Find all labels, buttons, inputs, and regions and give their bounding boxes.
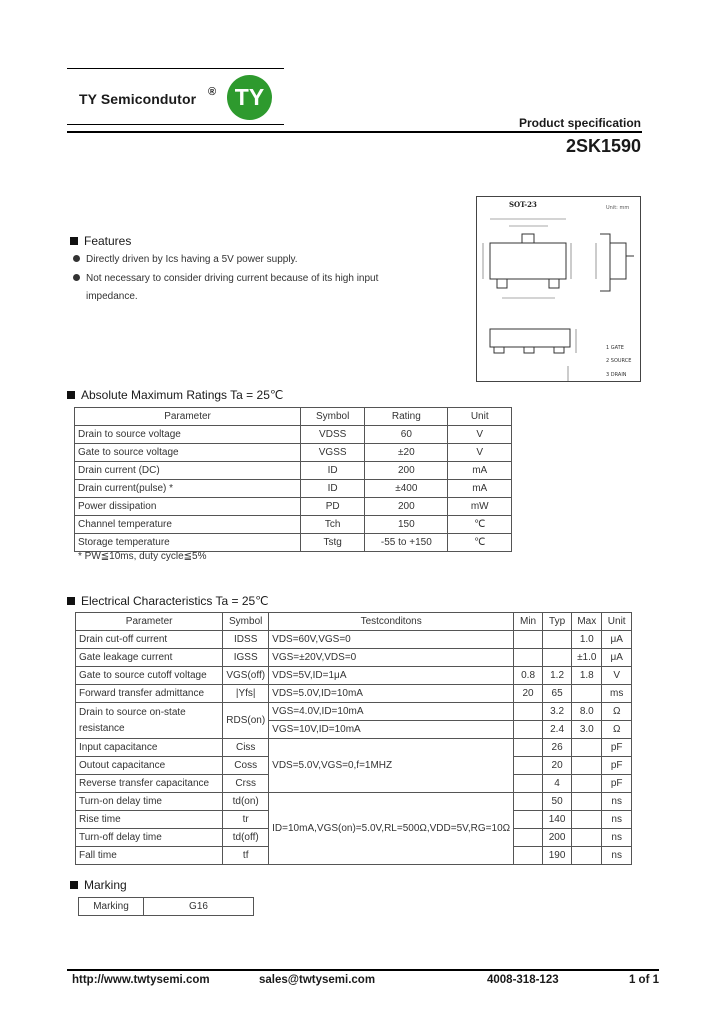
symbol-cell: Tch	[301, 516, 365, 534]
min-cell	[514, 829, 543, 847]
typ-cell: 190	[543, 847, 572, 865]
typ-cell: 200	[543, 829, 572, 847]
min-cell	[514, 757, 543, 775]
max-cell: 8.0	[572, 703, 602, 721]
round-bullet-icon	[73, 274, 80, 281]
typ-cell: 1.2	[543, 667, 572, 685]
condition-cell: ID=10mA,VGS(on)=5.0V,RL=500Ω,VDD=5V,RG=10Ω	[269, 793, 514, 865]
symbol-cell: Ciss	[223, 739, 269, 757]
symbol-cell: |Yfs|	[223, 685, 269, 703]
symbol-cell: tr	[223, 811, 269, 829]
col-header: Parameter	[76, 613, 223, 631]
max-cell: 1.0	[572, 631, 602, 649]
footer-phone: 4008-318-123	[487, 974, 559, 986]
param-cell: Rise time	[76, 811, 223, 829]
table-row	[76, 649, 632, 667]
col-header: Symbol	[223, 613, 269, 631]
typ-cell: 65	[543, 685, 572, 703]
min-cell	[514, 775, 543, 793]
rating-cell: 200	[365, 498, 448, 516]
col-header: Testconditons	[269, 613, 514, 631]
condition-cell: VGS=10V,ID=10mA	[269, 721, 514, 739]
param-cell: Gate to source voltage	[75, 444, 301, 462]
table-row	[75, 516, 512, 534]
unit-cell: V	[448, 426, 512, 444]
footer-page: 1 of 1	[628, 974, 659, 986]
symbol-cell: VGS(off)	[223, 667, 269, 685]
min-cell: 20	[514, 685, 543, 703]
param-cell: Storage temperature	[75, 534, 301, 552]
param-cell: Drain current(pulse) *	[75, 480, 301, 498]
max-cell	[572, 811, 602, 829]
condition-cell: VGS=±20V,VDS=0	[269, 649, 514, 667]
typ-cell: 4	[543, 775, 572, 793]
min-cell	[514, 703, 543, 721]
rating-cell: -55 to +150	[365, 534, 448, 552]
max-cell	[572, 757, 602, 775]
rating-cell: 60	[365, 426, 448, 444]
param-cell: Gate to source cutoff voltage	[76, 667, 223, 685]
abs-max-title: Absolute Maximum Ratings Ta = 25℃	[81, 388, 284, 402]
product-spec-label: Product specification	[518, 116, 641, 130]
feature-text: Not necessary to consider driving current because of its high input	[86, 273, 379, 284]
table-row	[75, 480, 512, 498]
table-row	[76, 685, 632, 703]
table-header-row	[76, 613, 632, 631]
abs-max-table	[74, 407, 512, 552]
unit-cell: μA	[602, 631, 632, 649]
pin-2-label: 2 SOURCE	[606, 358, 632, 364]
unit-cell: pF	[602, 739, 632, 757]
table-row	[75, 462, 512, 480]
param-cell: Reverse transfer capacitance	[76, 775, 223, 793]
typ-cell: 2.4	[543, 721, 572, 739]
max-cell: 3.0	[572, 721, 602, 739]
param-cell: Outout capacitance	[76, 757, 223, 775]
unit-cell: ns	[602, 829, 632, 847]
param-cell: Drain to source on-state resistance	[76, 703, 223, 739]
square-bullet-icon	[67, 597, 75, 605]
unit-cell: mA	[448, 462, 512, 480]
min-cell	[514, 811, 543, 829]
typ-cell: 20	[543, 757, 572, 775]
min-cell	[514, 721, 543, 739]
table-row	[76, 739, 632, 757]
features-title: Features	[84, 234, 132, 248]
square-bullet-icon	[70, 237, 78, 245]
square-bullet-icon	[70, 881, 78, 889]
table-row	[79, 898, 254, 916]
marking-title: Marking	[84, 878, 127, 892]
rating-cell: ±400	[365, 480, 448, 498]
col-header: Unit	[602, 613, 632, 631]
typ-cell: 3.2	[543, 703, 572, 721]
param-cell: Fall time	[76, 847, 223, 865]
table-row	[76, 793, 632, 811]
symbol-cell: PD	[301, 498, 365, 516]
symbol-cell: VGSS	[301, 444, 365, 462]
table-row	[76, 631, 632, 649]
marking-table	[78, 897, 254, 916]
typ-cell	[543, 649, 572, 667]
pin-1-label: 1 GATE	[606, 345, 624, 351]
footer-url[interactable]: http://www.twtysemi.com	[72, 974, 210, 986]
marking-heading	[70, 878, 127, 892]
condition-cell: VDS=5V,ID=1μA	[269, 667, 514, 685]
elec-heading	[67, 594, 269, 608]
company-logo: TY	[227, 75, 272, 120]
max-cell	[572, 775, 602, 793]
symbol-cell: Tstg	[301, 534, 365, 552]
col-header: Symbol	[301, 408, 365, 426]
sot23-outline-diagram	[476, 196, 641, 382]
col-header: Unit	[448, 408, 512, 426]
min-cell	[514, 739, 543, 757]
footer-rule	[67, 969, 659, 971]
unit-cell: ℃	[448, 534, 512, 552]
symbol-cell: RDS(on)	[223, 703, 269, 739]
unit-cell: pF	[602, 757, 632, 775]
feature-item-continued: impedance.	[86, 291, 138, 302]
param-cell: Turn-on delay time	[76, 793, 223, 811]
symbol-cell: tf	[223, 847, 269, 865]
rating-cell: 150	[365, 516, 448, 534]
unit-cell: ms	[602, 685, 632, 703]
min-cell	[514, 847, 543, 865]
unit-cell: V	[448, 444, 512, 462]
typ-cell: 50	[543, 793, 572, 811]
title-rule	[67, 131, 642, 133]
max-cell	[572, 829, 602, 847]
param-cell: Input capacitance	[76, 739, 223, 757]
unit-cell: mW	[448, 498, 512, 516]
table-row	[76, 667, 632, 685]
feature-item	[73, 273, 378, 284]
pin-3-label: 3 DRAIN	[606, 372, 627, 378]
unit-cell: ns	[602, 793, 632, 811]
feature-text: Directly driven by Ics having a 5V power supply.	[86, 254, 298, 265]
condition-cell: VDS=5.0V,VGS=0,f=1MHZ	[269, 739, 514, 793]
param-cell: Drain cut-off current	[76, 631, 223, 649]
param-cell: Drain to source voltage	[75, 426, 301, 444]
param-cell: Channel temperature	[75, 516, 301, 534]
company-name: TY Semicondutor	[79, 91, 197, 107]
param-cell: Forward transfer admittance	[76, 685, 223, 703]
unit-cell: mA	[448, 480, 512, 498]
symbol-cell: ID	[301, 462, 365, 480]
registered-mark: ®	[208, 86, 217, 98]
part-number: 2SK1590	[565, 136, 641, 156]
param-cell: Power dissipation	[75, 498, 301, 516]
symbol-cell: td(on)	[223, 793, 269, 811]
table-row	[75, 426, 512, 444]
col-header: Max	[572, 613, 602, 631]
symbol-cell: Coss	[223, 757, 269, 775]
table-header-row	[75, 408, 512, 426]
table-row	[75, 444, 512, 462]
max-cell	[572, 685, 602, 703]
package-drawing	[476, 196, 641, 382]
symbol-cell: VDSS	[301, 426, 365, 444]
unit-cell: V	[602, 667, 632, 685]
param-cell: Turn-off delay time	[76, 829, 223, 847]
elec-table	[75, 612, 632, 865]
unit-cell: ℃	[448, 516, 512, 534]
round-bullet-icon	[73, 255, 80, 262]
max-cell: 1.8	[572, 667, 602, 685]
symbol-cell: IDSS	[223, 631, 269, 649]
typ-cell: 26	[543, 739, 572, 757]
min-cell	[514, 649, 543, 667]
param-cell: Gate leakage current	[76, 649, 223, 667]
header-top-rule	[67, 68, 284, 69]
max-cell	[572, 739, 602, 757]
min-cell	[514, 631, 543, 649]
condition-cell: VDS=5.0V,ID=10mA	[269, 685, 514, 703]
symbol-cell: IGSS	[223, 649, 269, 667]
unit-cell: Ω	[602, 721, 632, 739]
condition-cell: VGS=4.0V,ID=10mA	[269, 703, 514, 721]
elec-title: Electrical Characteristics Ta = 25℃	[81, 594, 269, 608]
unit-cell: pF	[602, 775, 632, 793]
features-heading	[70, 234, 131, 248]
marking-label: Marking	[79, 898, 144, 916]
abs-max-note: * PW≦10ms, duty cycle≦5%	[78, 551, 207, 562]
condition-cell: VDS=60V,VGS=0	[269, 631, 514, 649]
symbol-cell: td(off)	[223, 829, 269, 847]
marking-value: G16	[144, 898, 254, 916]
symbol-cell: ID	[301, 480, 365, 498]
package-name: SOT-23	[509, 200, 537, 209]
package-unit: Unit: mm	[606, 205, 630, 211]
typ-cell	[543, 631, 572, 649]
col-header: Rating	[365, 408, 448, 426]
table-row	[75, 498, 512, 516]
rating-cell: ±20	[365, 444, 448, 462]
unit-cell: ns	[602, 847, 632, 865]
max-cell: ±1.0	[572, 649, 602, 667]
min-cell: 0.8	[514, 667, 543, 685]
unit-cell: Ω	[602, 703, 632, 721]
table-row	[75, 534, 512, 552]
abs-max-heading	[67, 388, 283, 402]
square-bullet-icon	[67, 391, 75, 399]
max-cell	[572, 847, 602, 865]
min-cell	[514, 793, 543, 811]
unit-cell: μA	[602, 649, 632, 667]
param-cell: Drain current (DC)	[75, 462, 301, 480]
rating-cell: 200	[365, 462, 448, 480]
col-header: Min	[514, 613, 543, 631]
col-header: Typ	[543, 613, 572, 631]
feature-item	[73, 254, 298, 265]
footer-email[interactable]: sales@twtysemi.com	[259, 974, 376, 986]
col-header: Parameter	[75, 408, 301, 426]
unit-cell: ns	[602, 811, 632, 829]
table-row	[76, 703, 632, 721]
header-bottom-rule	[67, 124, 284, 125]
symbol-cell: Crss	[223, 775, 269, 793]
typ-cell: 140	[543, 811, 572, 829]
max-cell	[572, 793, 602, 811]
